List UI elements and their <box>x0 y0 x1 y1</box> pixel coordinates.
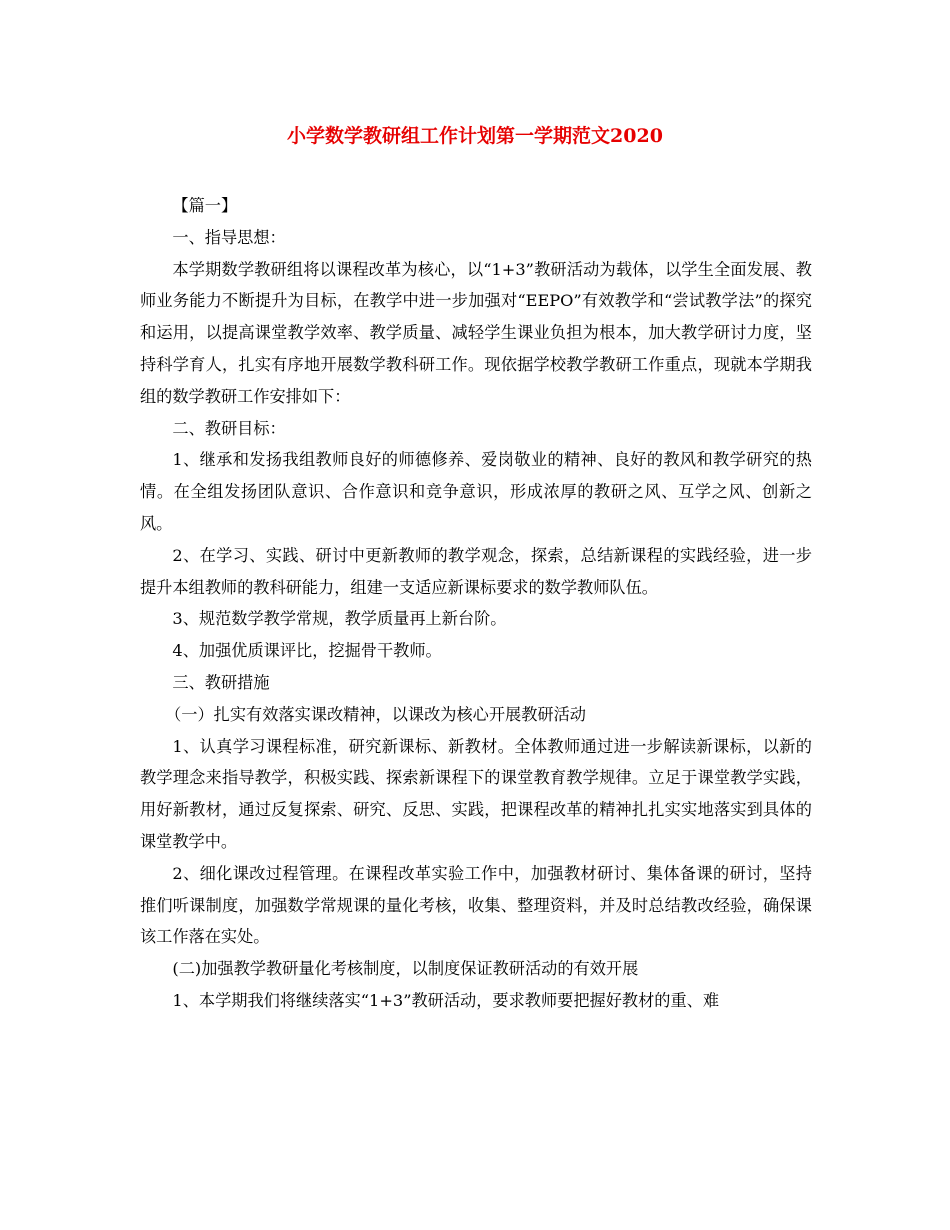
paragraph-goal-1: 1、继承和发扬我组教师良好的师德修养、爱岗敬业的精神、良好的教风和教学研究的热情。在全组发扬团队意识、合作意识和竞争意识，形成浓厚的教研之风、互学之风、创新之风。 <box>140 450 812 533</box>
paragraph-guiding-ideas: 本学期数学教研组将以课程改革为核心，以“1+3”教研活动为载体，以学生全面发展、教师业务能力不断提升为目标，在教学中进一步加强对“EEPO”有效教学和“尝试教学法”的探究和运用，以提高课堂教学效率、教学质量、减轻学生课业负担为根本，加大教学研讨力度，坚持科学育人，扎实有序地开展数学教科研工作。现依据学校教学教研工作重点，现就本学期我组的数学教研工作安排如下： <box>140 259 812 406</box>
subsection-heading-1: （一）扎实有效落实课改精神，以课改为核心开展教研活动 <box>165 704 586 724</box>
section-heading-goals: 二、教研目标： <box>172 418 286 438</box>
document-body <box>140 190 812 1017</box>
document-title: 小学数学教研组工作计划第一学期范文2020 <box>287 125 663 147</box>
paragraph-measure-2-1: 1、本学期我们将继续落实“1+3”教研活动，要求教师要把握好教材的重、难 <box>172 990 720 1010</box>
section-label: 【篇一】 <box>172 196 238 215</box>
subsection-heading-2: (二)加强教学教研量化考核制度，以制度保证教研活动的有效开展 <box>172 959 639 979</box>
paragraph-measure-1-1: 1、认真学习课程标准，研究新课标、新教材。全体教师通过进一步解读新课标，以新的教学理念来指导教学，积极实践、探索新课程下的课堂教育教学规律。立足于课堂教学实践，用好新教材，通过反复探索、研究、反思、实践，把课程改革的精神扎扎实实地落实到具体的课堂教学中。 <box>140 736 812 851</box>
paragraph-goal-4: 4、加强优质课评比，挖掘骨干教师。 <box>172 641 442 661</box>
section-heading-measures: 三、教研措施 <box>172 672 270 692</box>
section-heading-guiding-ideas: 一、指导思想： <box>172 227 286 247</box>
paragraph-measure-1-2: 2、细化课改过程管理。在课程改革实验工作中，加强教材研讨、集体备课的研讨，坚持推们听课制度，加强数学常规课的量化考核，收集、整理资料，并及时总结教改经验，确保课该工作落在实处。 <box>140 863 812 947</box>
paragraph-goal-2: 2、在学习、实践、研讨中更新教师的教学观念，探索，总结新课程的实践经验，进一步提升本组教师的教科研能力，组建一支适应新课标要求的数学教师队伍。 <box>140 545 812 597</box>
paragraph-goal-3: 3、规范数学教学常规，教学质量再上新台阶。 <box>172 609 507 629</box>
